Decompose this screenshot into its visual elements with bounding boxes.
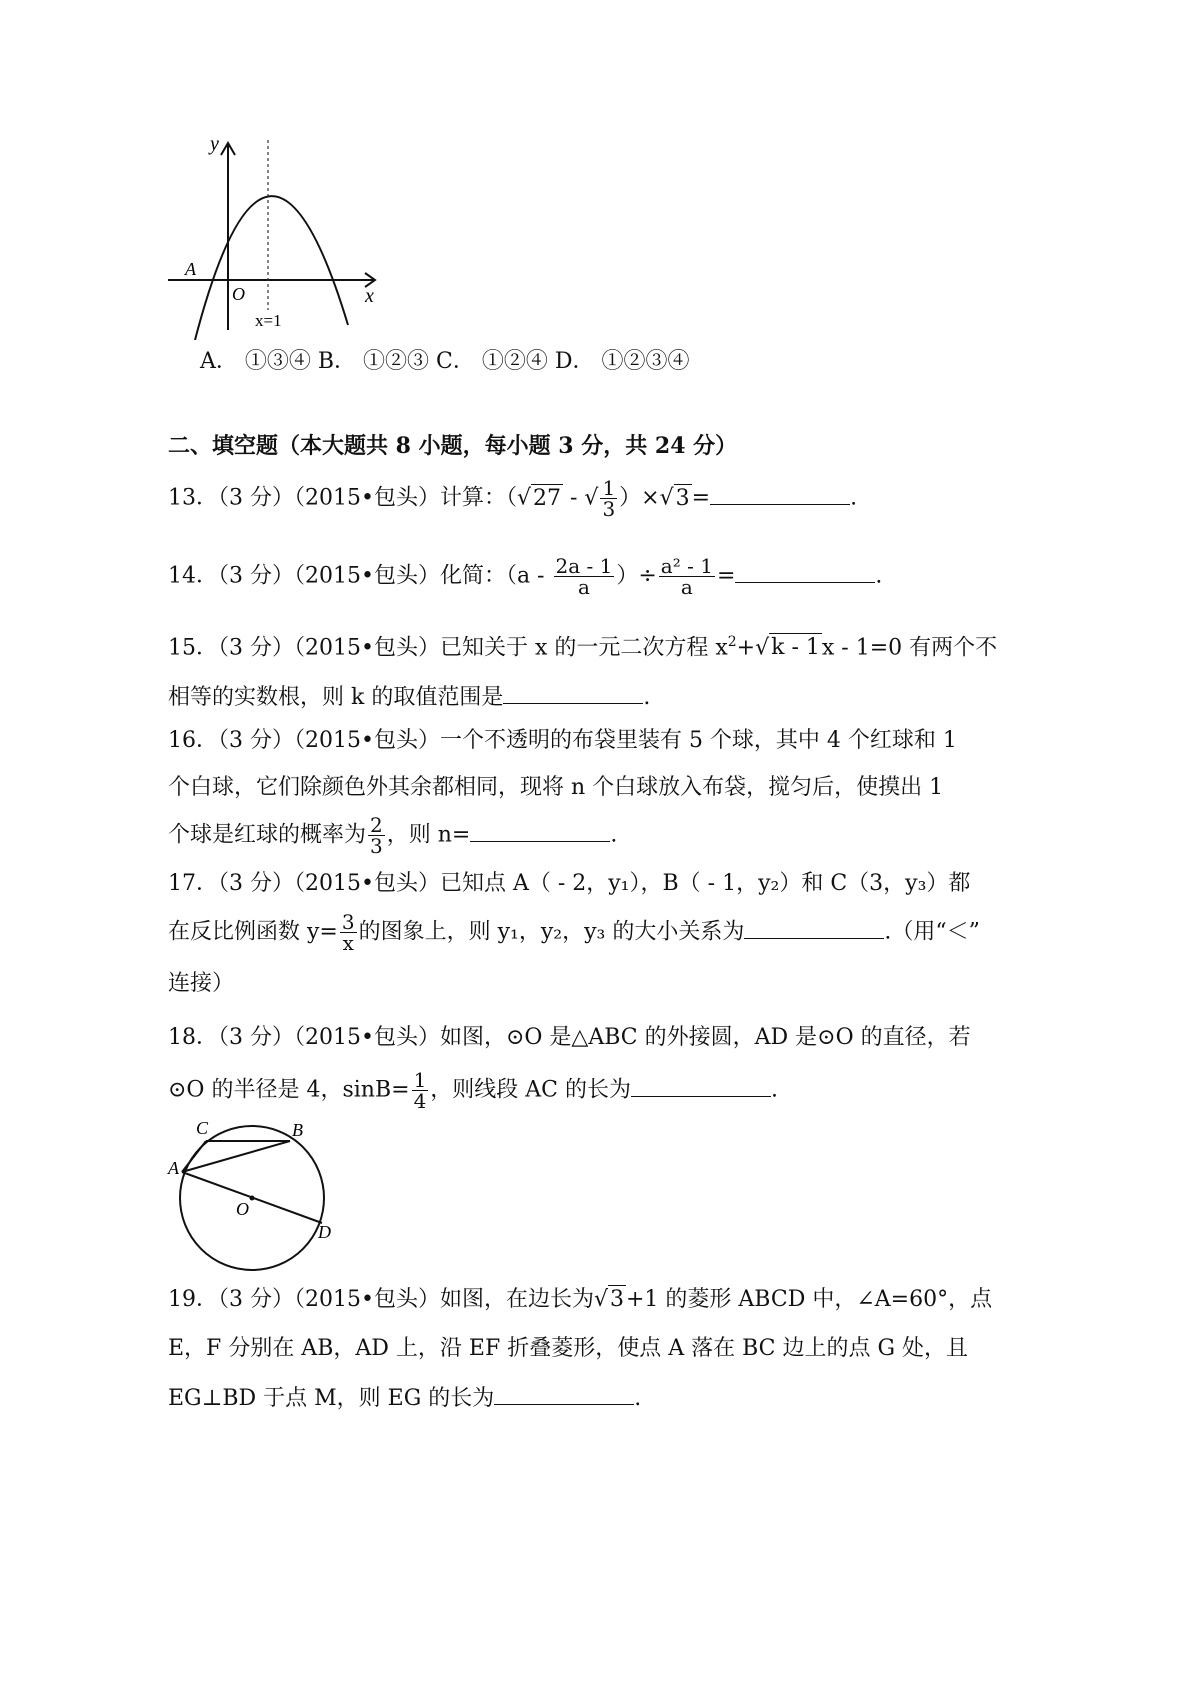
q15-period: . (643, 685, 651, 710)
q14-prefix: 14．（3 分）（2015•包头）化简：（a - (168, 563, 552, 589)
axis-equation-label: x=1 (255, 311, 282, 330)
q14-numerator-2: a² - 1 (660, 554, 713, 578)
q19-period: . (634, 1386, 642, 1411)
q14-denominator-1: a (577, 575, 590, 599)
q16-numerator: 2 (370, 813, 383, 837)
q17-text-b: 的图象上，则 y₁，y₂，y₃ 的大小关系为 (358, 919, 745, 945)
point-d-label: D (318, 1222, 331, 1242)
q19-text-a3: EG⊥BD 于点 M，则 EG 的长为 (168, 1386, 495, 1411)
section-title: 二、填空题（本大题共 8 小题，每小题 3 分，共 24 分） (168, 433, 738, 459)
q17-line-1: 17．（3 分）（2015•包头）已知点 A（ - 2，y₁），B（ - 1，y₂）和 C（3，y₃）都 (168, 871, 971, 896)
question-18-line-2 (168, 1070, 778, 1111)
circle-figure (160, 1110, 360, 1275)
q14-numerator-1: 2a - 1 (555, 554, 613, 578)
q19-answer-blank[interactable] (494, 1386, 634, 1405)
q14-answer-blank[interactable] (735, 564, 875, 583)
q13-denominator: 3 (602, 497, 616, 521)
q13-minus: - (562, 485, 585, 511)
q14-divide: ）÷ (616, 563, 657, 589)
q18-denominator: 4 (413, 1089, 427, 1113)
q15-superscript: 2 (727, 634, 737, 650)
q14-period: . (875, 563, 883, 589)
q17-text-a: 在反比例函数 y= (168, 919, 338, 945)
segment-ac (182, 1141, 206, 1172)
q15-radicand: k - 1 (771, 635, 820, 661)
y-axis-label: y (210, 133, 219, 155)
q15-plus: + (736, 635, 756, 661)
q13-equals: = (691, 485, 711, 511)
point-a-label: A (185, 259, 196, 279)
origin-label: O (232, 284, 245, 304)
q16-answer-blank[interactable] (470, 823, 610, 842)
q19-line-2: E，F 分别在 AB，AD 上，沿 EF 折叠菱形，使点 A 落在 BC 边上的点 G 处，且 (168, 1336, 969, 1361)
q15-text-b: x - 1=0 有两个不 (821, 635, 998, 661)
q13-numerator: 1 (602, 476, 616, 500)
q14-fraction-2 (659, 556, 715, 597)
q18-line-1: 18．（3 分）（2015•包头）如图，⊙O 是△ABC 的外接圆，AD 是⊙O 的直径，若 (168, 1025, 971, 1050)
point-a-label: A (168, 1158, 179, 1178)
q17-text-c: .（用“＜” (884, 919, 980, 945)
q16-line-2: 个白球，它们除颜色外其余都相同，现将 n 个白球放入布袋，搅匀后，使摸出 1 (168, 775, 944, 800)
q15-answer-blank[interactable] (503, 685, 643, 704)
q18-text-b: ，则线段 AC 的长为 (430, 1077, 632, 1103)
q18-period: . (771, 1077, 779, 1103)
q15-text-a: 15．（3 分）（2015•包头）已知关于 x 的一元二次方程 x (168, 635, 728, 661)
q13-radicand-27: 27 (532, 485, 561, 511)
q13-answer-blank[interactable] (710, 486, 850, 505)
q16-text-b: ，则 n= (386, 822, 471, 848)
question-19-line-1: 19．（3 分）（2015•包头）如图，在边长为√3+1 的菱形 ABCD 中，∠A=60°，点 (168, 1287, 993, 1312)
x-axis-label: x (365, 285, 374, 307)
q17-denominator: x (342, 931, 354, 955)
segment-ab (182, 1141, 290, 1172)
q18-numerator: 1 (413, 1068, 427, 1092)
q13-radicand-3: 3 (675, 485, 690, 511)
q17-numerator: 3 (341, 910, 355, 934)
point-c-label: C (196, 1118, 209, 1138)
q19-radicand: 3 (609, 1287, 624, 1312)
center-dot (250, 1196, 255, 1201)
q13-period: . (850, 485, 858, 511)
question-16-line-3 (168, 815, 617, 856)
q19-text-a: 19．（3 分）（2015•包头）如图，在边长为 (168, 1287, 594, 1312)
q18-fraction (412, 1070, 429, 1111)
q15-text-line-2: 相等的实数根，则 k 的取值范围是 (168, 685, 504, 710)
question-14 (168, 556, 882, 597)
parabola-graph (160, 130, 400, 340)
question-15-line-1: 15．（3 分）（2015•包头）已知关于 x 的一元二次方程 $x^2+√k - 1x - 1=0$ 有两个不 (168, 634, 998, 661)
q14-equals: = (716, 563, 736, 589)
q12-options: A． ①③④ B． ①②③ C． ①②④ D． ①②③④ (200, 349, 690, 374)
q16-denominator: 3 (370, 834, 383, 858)
q17-fraction (340, 912, 357, 953)
q14-fraction-1 (554, 556, 615, 597)
q14-denominator-2: a (680, 575, 693, 599)
q16-text-a: 个球是红球的概率为 (168, 822, 367, 848)
q16-fraction (368, 815, 385, 856)
q13-prefix: 13．（3 分）（2015•包头）计算：（ (168, 485, 517, 511)
question-17-line-2 (168, 912, 980, 953)
q19-text-b: +1 的菱形 ABCD 中，∠A=60°，点 (625, 1287, 993, 1312)
point-o-label: O (236, 1199, 249, 1219)
point-b-label: B (292, 1120, 303, 1140)
q13-fraction (600, 478, 617, 519)
q17-line-3: 连接） (168, 971, 235, 996)
question-15-line-2 (168, 684, 650, 712)
question-13: 13．（3 分）（2015•包头）计算：（√27 - √ $\frac{1}{3}$ ）×√3= . (168, 476, 858, 521)
q16-period: . (610, 822, 618, 848)
q16-line-1: 16．（3 分）（2015•包头）一个不透明的布袋里装有 5 个球，其中 4 个红球和 1 (168, 728, 957, 753)
q17-answer-blank[interactable] (744, 920, 884, 939)
question-19-line-3 (168, 1385, 641, 1413)
q18-answer-blank[interactable] (631, 1078, 771, 1097)
q13-times: ）× (619, 485, 660, 511)
q18-text-a: ⊙O 的半径是 4，sinB= (168, 1077, 410, 1103)
